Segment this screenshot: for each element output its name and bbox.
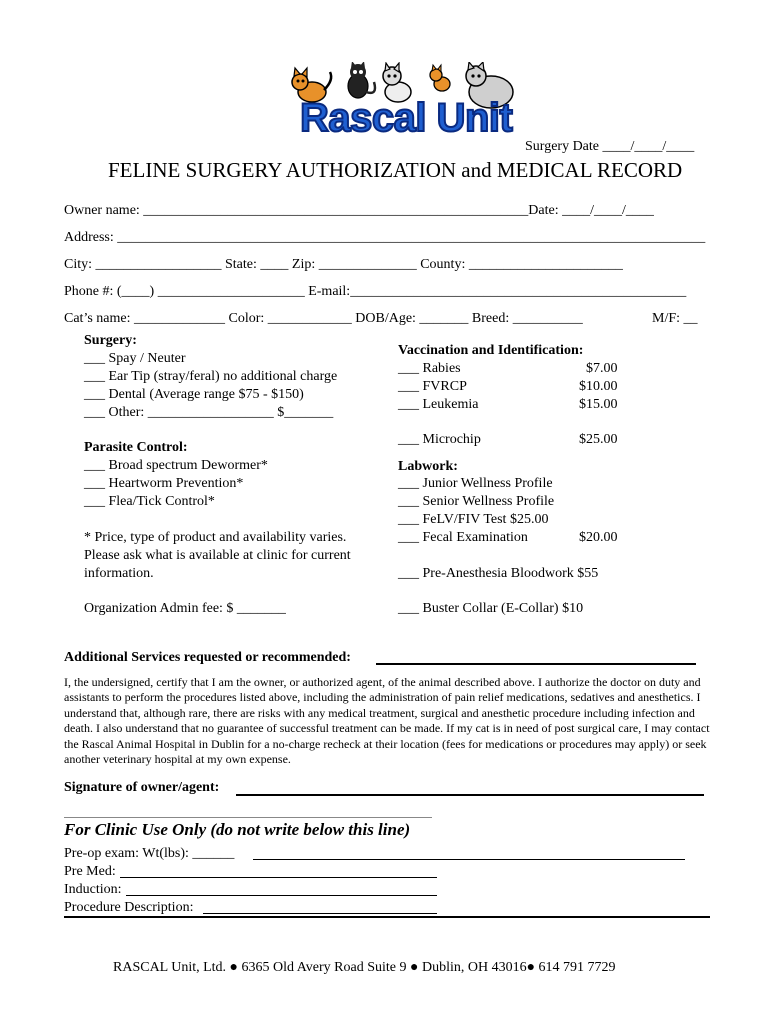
vaccine-price: $15.00 (579, 397, 618, 412)
vaccine-item: ___ FVRCP (398, 379, 467, 394)
price-note-line: Please ask what is available at clinic for current (84, 548, 351, 563)
procedure-line (203, 913, 437, 914)
labwork-item: ___ Senior Wellness Profile (398, 494, 555, 509)
vaccine-price: $7.00 (586, 361, 618, 376)
labwork-heading: Labwork: (398, 459, 458, 474)
microchip-item: ___ Microchip (398, 432, 481, 447)
induction-label: Induction: (64, 882, 122, 897)
pre-med-line (120, 877, 437, 878)
address-field: Address: ____________________________________________________________________________________ (64, 230, 706, 245)
microchip-price: $25.00 (579, 432, 618, 447)
surgery-item: ___ Other: __________________ $_______ (84, 405, 334, 420)
preop-exam-field: Pre-op exam: Wt(lbs): ______ (64, 846, 235, 861)
cat-details-field: Cat’s name: _____________ Color: ____________ DOB/Age: _______ Breed: __________ (64, 311, 583, 326)
additional-services-line (376, 663, 696, 665)
price-note-line: * Price, type of product and availability varies. (84, 530, 347, 545)
phone-email-field: Phone #: (____) _____________________ E-mail:________________________________________________ (64, 284, 687, 299)
city-state-zip-field: City: __________________ State: ____ Zip: ______________ County: ______________________ (64, 257, 623, 272)
signature-line (236, 794, 704, 796)
vaccine-item: ___ Leukemia (398, 397, 479, 412)
procedure-description-label: Procedure Description: (64, 900, 194, 915)
sex-field: M/F: __ (652, 311, 698, 326)
surgery-item: ___ Ear Tip (stray/feral) no additional charge (84, 369, 338, 384)
pre-anesthesia-item: ___ Pre-Anesthesia Bloodwork $55 (398, 566, 599, 581)
black-cat-icon (348, 62, 375, 98)
additional-services-label: Additional Services requested or recommended: (64, 650, 351, 665)
buster-collar-item: ___ Buster Collar (E-Collar) $10 (398, 601, 584, 616)
surgery-heading: Surgery: (84, 333, 137, 348)
pre-med-label: Pre Med: (64, 864, 116, 879)
preop-line (253, 859, 685, 860)
fecal-price: $20.00 (579, 530, 618, 545)
vaccination-heading: Vaccination and Identification: (398, 343, 584, 358)
fecal-item: ___ Fecal Examination (398, 530, 528, 545)
parasite-item: ___ Broad spectrum Dewormer* (84, 458, 268, 473)
logo-text: Rascal Unit (300, 96, 513, 140)
clinic-use-heading: For Clinic Use Only (do not write below this line) (64, 820, 411, 839)
small-orange-cat-icon (430, 65, 450, 91)
surgery-date-field: Surgery Date ____/____/____ (525, 139, 695, 154)
vaccine-item: ___ Rabies (398, 361, 461, 376)
induction-line (126, 895, 437, 896)
vaccine-price: $10.00 (579, 379, 618, 394)
price-note-line: information. (84, 566, 154, 581)
admin-fee-field: Organization Admin fee: $ _______ (84, 601, 286, 616)
surgery-item: ___ Dental (Average range $75 - $150) (84, 387, 304, 402)
clinic-bottom-rule (64, 916, 710, 918)
labwork-item: ___ Junior Wellness Profile (398, 476, 553, 491)
surgery-item: ___ Spay / Neuter (84, 351, 186, 366)
form-title: FELINE SURGERY AUTHORIZATION and MEDICAL RECORD (108, 158, 683, 182)
footer-address: RASCAL Unit, Ltd. ● 6365 Old Avery Road Suite 9 ● Dublin, OH 43016● 614 791 7729 (113, 960, 616, 975)
parasite-heading: Parasite Control: (84, 440, 188, 455)
divider (64, 817, 432, 818)
parasite-item: ___ Flea/Tick Control* (84, 494, 215, 509)
parasite-item: ___ Heartworm Prevention* (84, 476, 244, 491)
signature-label: Signature of owner/agent: (64, 780, 220, 795)
authorization-text: I, the undersigned, certify that I am the owner, or authorized agent, of the animal described above. I authorize the doctor on duty and assistants to perform the procedures listed above, including the administration of pain relief medications, sedatives and anesthetics. I understand that, although rare, there are risks with any medical treatment, surgical and anesthetic procedure including infection and death. I also understand that no guarantee of successful treatment can be made. If my cat is in need of post surgical care, I may contact the Rascal Animal Hospital in Dublin for a no-charge recheck at their location (fees for medications or procedures may apply) or seek another veterinary hospital at my own expense. (64, 675, 710, 767)
owner-name-field: Owner name: _______________________________________________________Date: ____/____/____ (64, 203, 654, 218)
labwork-item: ___ FeLV/FIV Test $25.00 (398, 512, 549, 527)
